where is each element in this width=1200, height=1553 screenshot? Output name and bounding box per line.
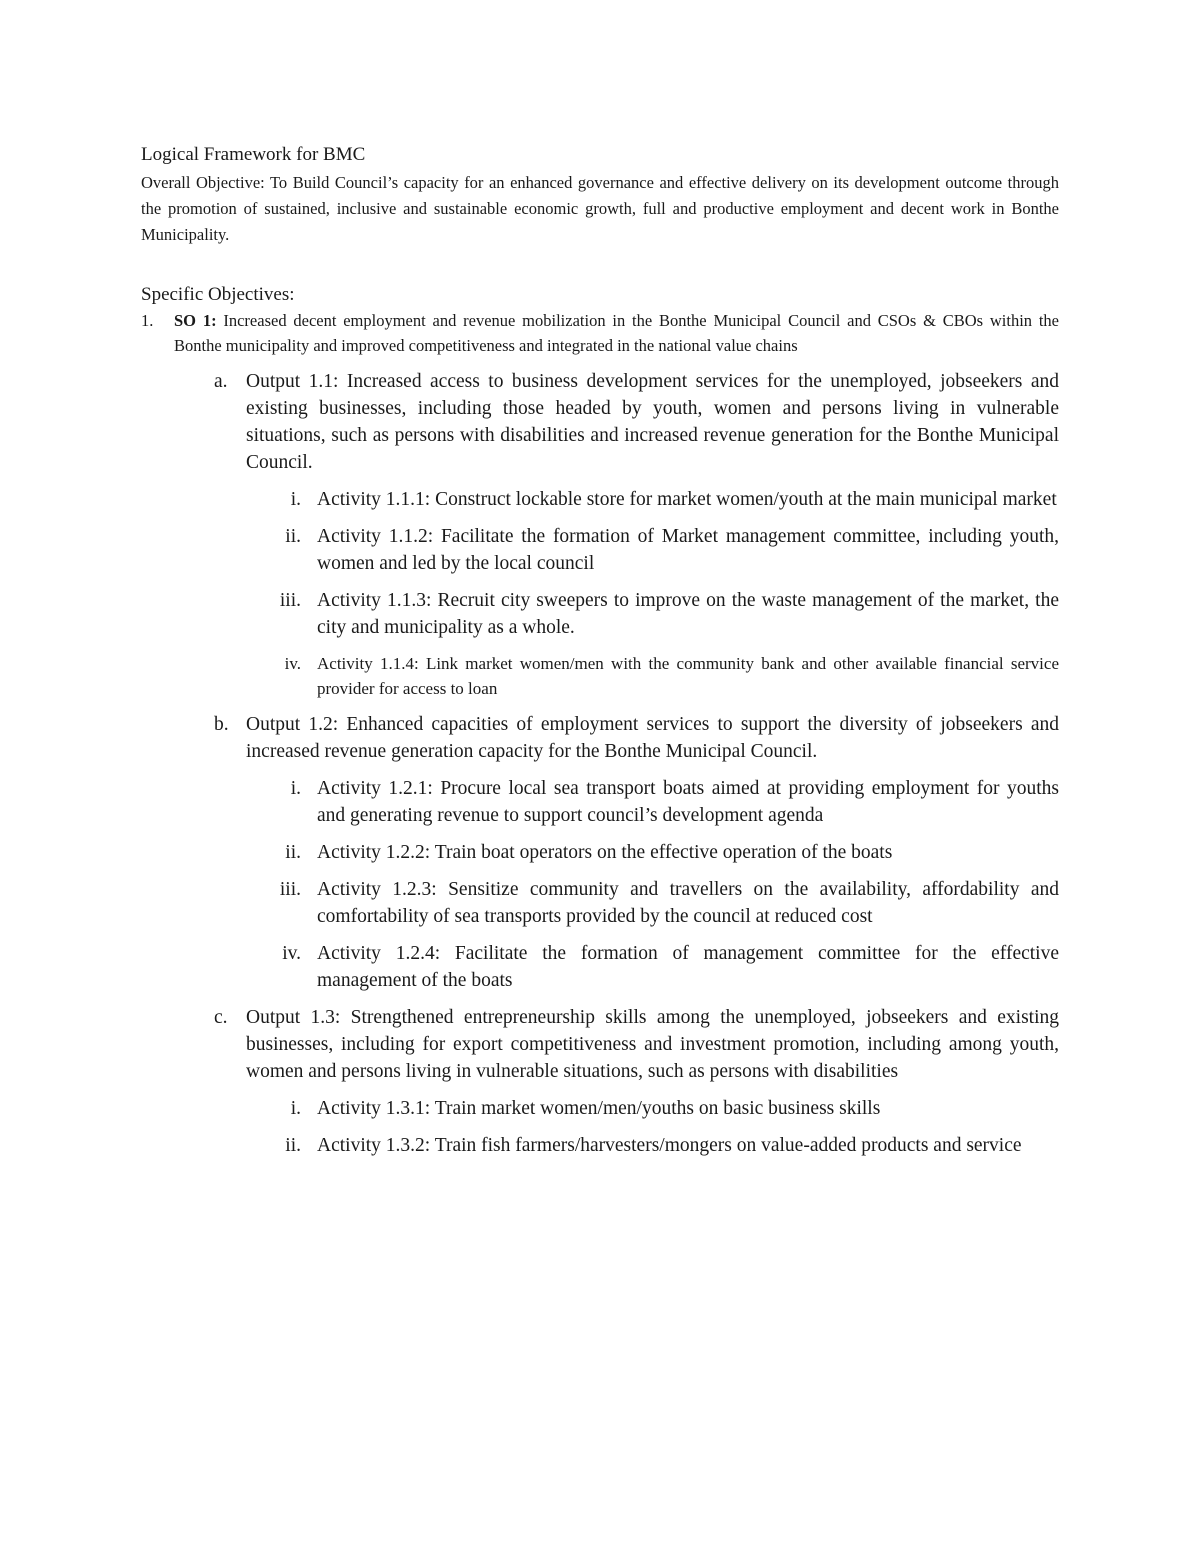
activity-text: Activity 1.1.3: Recruit city sweepers to improve on the waste management of the market, the city and municipality as a whole. — [317, 590, 1059, 638]
specific-objective-1 — [141, 308, 1059, 358]
activity-text: Activity 1.3.2: Train fish farmers/harvesters/mongers on value-added products and service — [317, 1135, 1022, 1156]
output-text: Output 1.3: Strengthened entrepreneurship skills among the unemployed, jobseekers and existing businesses, including for export competitiveness and investment promotion, including among youth, women and persons living in vulnerable situations, such as persons with disabilities — [246, 1007, 1059, 1082]
list-roman: i. — [290, 489, 301, 510]
list-roman: iv. — [284, 654, 301, 673]
output-1-2 — [141, 711, 1059, 765]
activity-1-2-1 — [141, 775, 1059, 829]
overall-objective: Overall Objective: To Build Council’s capacity for an enhanced governance and effective delivery on its development outcome through the promotion of sustained, inclusive and sustainable economic growth, full and productive employment and decent work in Bonthe Municipality. — [141, 173, 1059, 244]
document-title: Logical Framework for BMC — [141, 144, 366, 165]
output-1-1 — [141, 368, 1059, 476]
so-text: Increased decent employment and revenue mobilization in the Bonthe Municipal Council and CSOs & CBOs within the Bonthe municipality and improved competitiveness and integrated in the national value chains — [174, 311, 1059, 355]
activity-1-2-2 — [141, 839, 1059, 866]
list-roman: ii. — [285, 526, 301, 547]
activity-text: Activity 1.2.2: Train boat operators on the effective operation of the boats — [317, 842, 893, 863]
list-letter: c. — [214, 1007, 228, 1028]
output-text: Output 1.1: Increased access to business development services for the unemployed, jobseekers and existing businesses, including those headed by youth, women and persons living in vulnerable situations, such as persons with disabilities and increased revenue generation for the Bonthe Municipal Council. — [246, 371, 1059, 473]
list-roman: iv. — [282, 943, 301, 964]
list-roman: iii. — [279, 590, 301, 611]
activity-1-3-1 — [141, 1095, 1059, 1122]
activity-1-2-4 — [141, 940, 1059, 994]
activity-text: Activity 1.2.4: Facilitate the formation of management committee for the effective management of the boats — [317, 943, 1059, 991]
activity-text: Activity 1.1.2: Facilitate the formation of Market management committee, including youth, women and led by the local council — [317, 526, 1059, 574]
list-roman: ii. — [285, 1135, 301, 1156]
activity-text: Activity 1.3.1: Train market women/men/youths on basic business skills — [317, 1098, 881, 1119]
activity-text: Activity 1.1.4: Link market women/men with the community bank and other available financial service provider for access to loan — [317, 654, 1059, 698]
activity-1-1-3 — [141, 587, 1059, 641]
activity-1-1-1 — [141, 486, 1059, 513]
list-roman: ii. — [285, 842, 301, 863]
activity-1-2-3 — [141, 876, 1059, 930]
list-roman: i. — [290, 1098, 301, 1119]
so-label: SO 1: — [174, 311, 217, 330]
activity-1-3-2 — [141, 1132, 1059, 1159]
list-letter: b. — [214, 714, 229, 735]
list-number: 1. — [141, 311, 154, 330]
activity-text: Activity 1.2.3: Sensitize community and travellers on the availability, affordability and comfortability of sea transports provided by the council at reduced cost — [317, 879, 1059, 927]
document-page — [141, 140, 1059, 1159]
list-letter: a. — [214, 371, 228, 392]
output-text: Output 1.2: Enhanced capacities of employment services to support the diversity of jobseekers and increased revenue generation capacity for the Bonthe Municipal Council. — [246, 714, 1059, 762]
output-1-3 — [141, 1004, 1059, 1085]
activity-1-1-4 — [141, 651, 1059, 701]
activity-1-1-2 — [141, 523, 1059, 577]
list-roman: i. — [290, 778, 301, 799]
list-roman: iii. — [279, 879, 301, 900]
activity-text: Activity 1.2.1: Procure local sea transport boats aimed at providing employment for youths and generating revenue to support council’s development agenda — [317, 778, 1059, 826]
specific-objectives-heading: Specific Objectives: — [141, 284, 295, 305]
activity-text: Activity 1.1.1: Construct lockable store for market women/youth at the main municipal market — [317, 489, 1057, 510]
